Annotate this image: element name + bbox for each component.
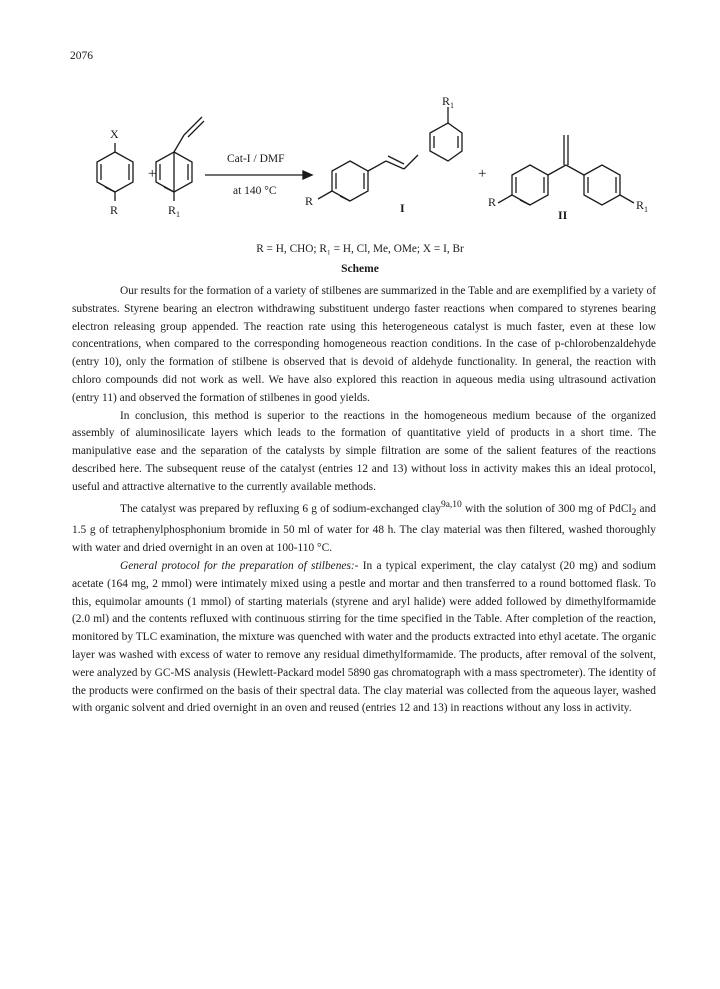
scheme-label-r-product1: R	[305, 194, 314, 208]
reaction-scheme	[60, 95, 660, 255]
scheme-sub-1-product2: 1	[644, 205, 648, 214]
catalyst-text-a: The catalyst was prepared by refluxing 6 g of sodium-exchanged clay	[120, 502, 441, 515]
scheme-plus-1: +	[148, 166, 157, 182]
paragraph-results: Our results for the formation of a variety of stilbenes are summarized in the Table and are exemplified by a variety of substrates. Styrene bearing an electron withdrawing substituent undergo faster reactions when compared to styrenes bearing electron releasing group appended. The reaction rate using this heterogeneous catalyst is much faster, even at these low concentrations, when compared to the corresponding homogeneous reaction conditions. In the case of p-chlorobenzaldehyde (entry 10), only the formation of stilbene is observed that is devoid of aldehyde functionality. In general, the reaction with chloro compounds did not work as well. We have also explored this reaction in aqueous media using ultrasound activation (entry 11) and observed the formation of stilbenes in good yields.	[72, 285, 656, 404]
scheme-label-r1-styrene: R	[168, 203, 177, 217]
scheme-conditions: R = H, CHO; R₁ = H, Cl, Me, OMe; X = I, Br	[256, 243, 464, 255]
scheme-reagent: Cat-I / DMF	[227, 153, 285, 165]
paragraph-catalyst-preparation	[72, 497, 656, 558]
scheme-label-r1-product1: R	[442, 95, 451, 108]
scheme-label-x: X	[110, 127, 119, 141]
pdcl2-subscript: 2	[631, 507, 637, 518]
page-number: 2076	[70, 50, 93, 62]
scheme-label-r1-product2: R	[636, 198, 645, 212]
stilbene-product	[318, 107, 462, 201]
arrow-head	[303, 171, 312, 179]
scheme-product-i-label: I	[400, 201, 405, 215]
paragraph-general-protocol	[72, 558, 656, 718]
diarylethene-product	[498, 135, 634, 205]
aryl-halide-ring	[97, 143, 133, 201]
styrene-ring	[156, 117, 204, 201]
reaction-scheme-drawing	[60, 95, 660, 255]
body-text	[72, 283, 656, 718]
protocol-heading: General protocol for the preparation of stilbenes:-	[120, 560, 359, 573]
protocol-text: In a typical experiment, the clay catalyst (20 mg) and sodium acetate (164 mg, 2 mmol) were intimately mixed using a pestle and mortar and then transferred to a round bottomed flask. To this, equimolar amounts (1 mmol) of starting materials (styrene and aryl halide) were added followed by dimethylformamide (2.0 ml) and the contents refluxed with continuous stirring for the time specified in the Table. After completion of the reaction, monitored by TLC examination, the mixture was quenched with water and the products extracted into ethyl acetate. The organic layer was washed with excess of water to remove any residual dimethylformamide. The products, after removal of the solvent, were analyzed by GC-MS analysis (Hewlett-Packard model 5890 gas chromatograph with a mass spectrometer). The identity of the products were confirmed on the basis of their spectral data. The clay material was collected from the aqueous layer, washed with organic solvent and dried overnight in an oven and reused (entries 12 and 13) in reactions without any loss in activity.	[72, 560, 656, 715]
scheme-sub-1-styrene: 1	[176, 210, 180, 219]
scheme-temperature: at 140 °C	[233, 185, 277, 197]
scheme-title: Scheme	[341, 263, 379, 275]
reference-superscript: 9a,10	[440, 499, 462, 510]
scheme-sub-1-product1: 1	[450, 101, 454, 110]
catalyst-text-c: and 1.5 g of tetraphenylphosphonium bromide in 50 ml of water for 48 h. The clay material was then filtered, washed thoroughly with water and dried overnight in an oven at 100-110 °C.	[72, 502, 656, 555]
scheme-plus-2: +	[478, 166, 487, 182]
paragraph-conclusion: In conclusion, this method is superior to the reactions in the homogeneous medium because of the organized assembly of aluminosilicate layers which leads to the formation of quantitative yield of products in a short time. The manipulative ease and the separation of the catalysts by simple filtration are some of the salient features of the reactions described here. The subsequent reuse of the catalyst (entries 12 and 13) without loss in activity makes this an ideal protocol, useful and attractive alternative to the currently available methods.	[72, 409, 656, 493]
scheme-label-r: R	[110, 203, 119, 217]
scheme-product-ii-label: II	[558, 208, 568, 222]
scheme-label-r-product2: R	[488, 195, 497, 209]
catalyst-text-b: with the solution of 300 mg of PdCl	[461, 502, 632, 515]
